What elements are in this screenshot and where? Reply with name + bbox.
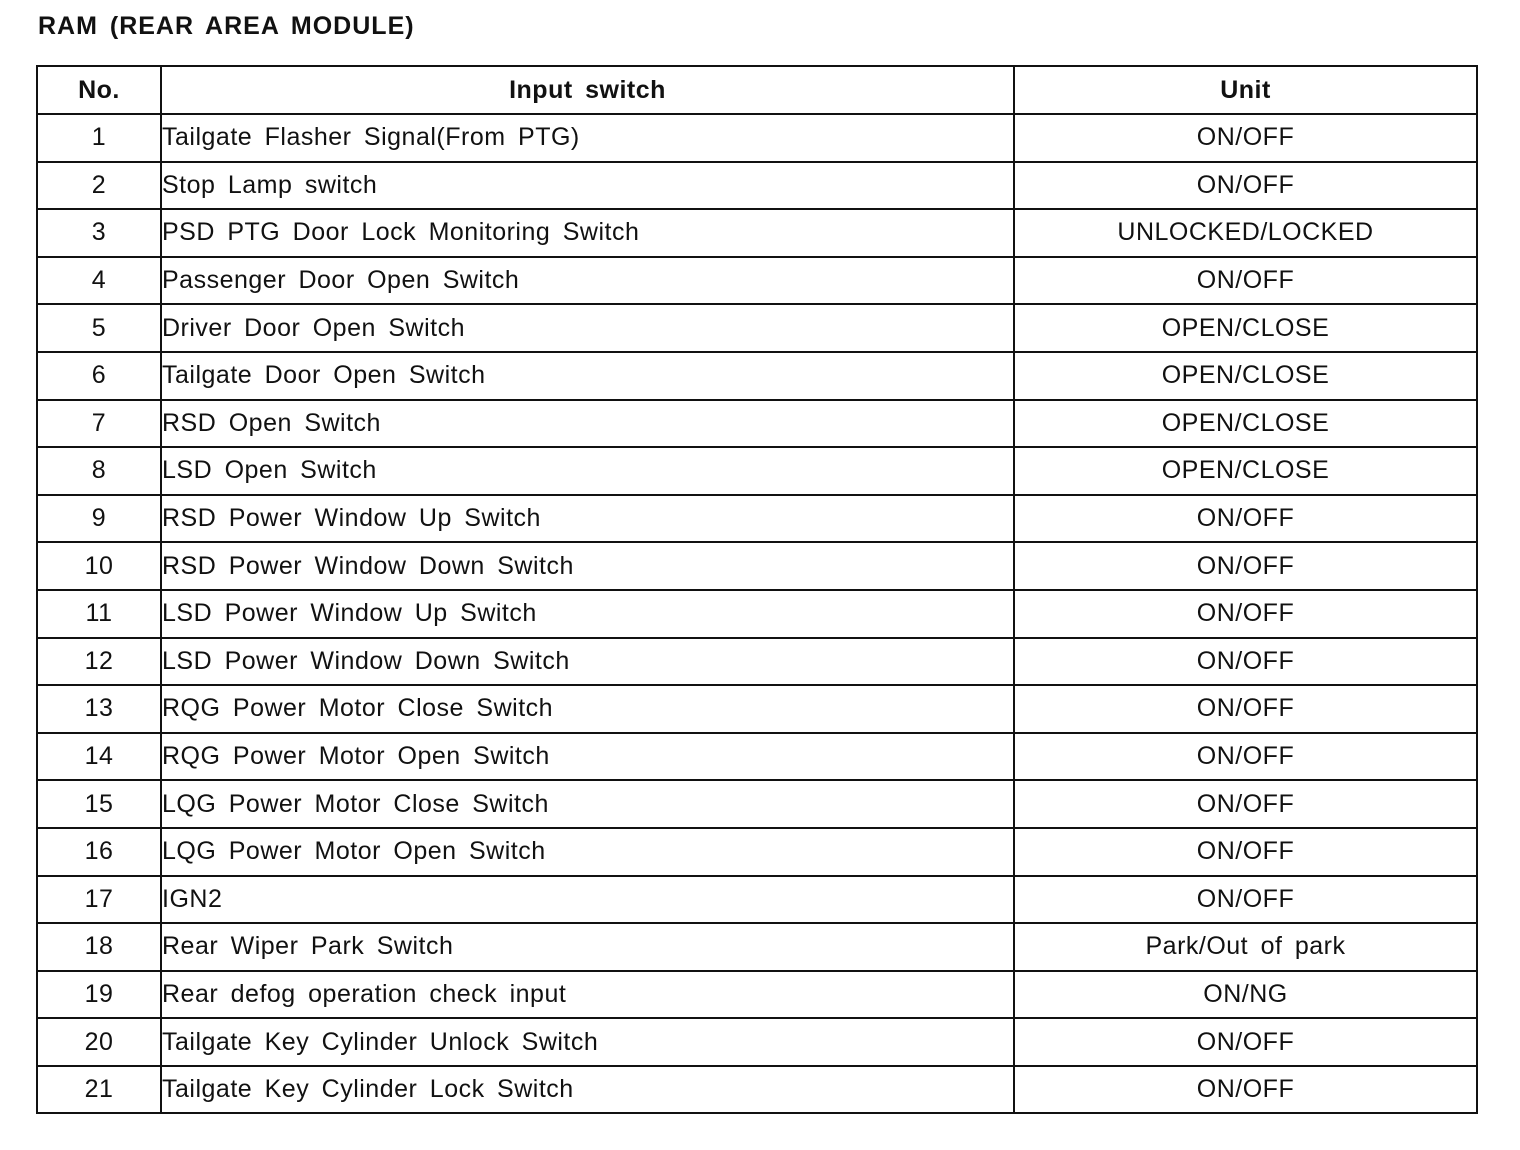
table-row [37,780,1477,828]
row-number: 6 [37,352,161,400]
row-input-switch: PSD PTG Door Lock Monitoring Switch [161,209,1014,257]
table-row [37,733,1477,781]
table-row [37,685,1477,733]
header-input-switch: Input switch [161,66,1014,114]
row-input-switch: LSD Power Window Down Switch [161,638,1014,686]
row-input-switch: LQG Power Motor Open Switch [161,828,1014,876]
table-row [37,1066,1477,1114]
row-unit: ON/OFF [1014,590,1477,638]
table-row [37,162,1477,210]
table-row [37,1018,1477,1066]
table-row [37,257,1477,305]
row-unit: OPEN/CLOSE [1014,352,1477,400]
row-input-switch: Stop Lamp switch [161,162,1014,210]
row-number: 17 [37,876,161,924]
table-row [37,352,1477,400]
row-input-switch: IGN2 [161,876,1014,924]
row-number: 3 [37,209,161,257]
table-row [37,304,1477,352]
row-number: 7 [37,400,161,448]
row-number: 11 [37,590,161,638]
row-input-switch: Driver Door Open Switch [161,304,1014,352]
row-input-switch: RQG Power Motor Close Switch [161,685,1014,733]
row-number: 14 [37,733,161,781]
row-input-switch: Tailgate Door Open Switch [161,352,1014,400]
row-input-switch: Tailgate Flasher Signal(From PTG) [161,114,1014,162]
row-input-switch: Tailgate Key Cylinder Lock Switch [161,1066,1014,1114]
row-number: 18 [37,923,161,971]
row-input-switch: Rear defog operation check input [161,971,1014,1019]
row-input-switch: RQG Power Motor Open Switch [161,733,1014,781]
table-row [37,923,1477,971]
row-input-switch: RSD Power Window Down Switch [161,542,1014,590]
table-row [37,542,1477,590]
row-unit: ON/OFF [1014,257,1477,305]
row-input-switch: RSD Open Switch [161,400,1014,448]
row-unit: ON/OFF [1014,495,1477,543]
row-number: 1 [37,114,161,162]
row-unit: Park/Out of park [1014,923,1477,971]
row-number: 10 [37,542,161,590]
row-unit: ON/OFF [1014,542,1477,590]
row-input-switch: LSD Open Switch [161,447,1014,495]
row-unit: ON/OFF [1014,733,1477,781]
table-row [37,495,1477,543]
table-row [37,114,1477,162]
row-input-switch: LSD Power Window Up Switch [161,590,1014,638]
row-number: 21 [37,1066,161,1114]
table-row [37,638,1477,686]
input-switch-table [36,65,1478,1114]
row-unit: OPEN/CLOSE [1014,447,1477,495]
row-input-switch: Tailgate Key Cylinder Unlock Switch [161,1018,1014,1066]
page-title: RAM (REAR AREA MODULE) [38,12,415,40]
row-unit: ON/OFF [1014,1066,1477,1114]
table-row [37,447,1477,495]
row-number: 13 [37,685,161,733]
header-unit: Unit [1014,66,1477,114]
row-unit: ON/NG [1014,971,1477,1019]
row-number: 8 [37,447,161,495]
row-number: 5 [37,304,161,352]
row-unit: ON/OFF [1014,638,1477,686]
row-number: 4 [37,257,161,305]
row-unit: OPEN/CLOSE [1014,304,1477,352]
table-row [37,590,1477,638]
row-unit: ON/OFF [1014,114,1477,162]
table-row [37,971,1477,1019]
row-input-switch: Passenger Door Open Switch [161,257,1014,305]
row-input-switch: RSD Power Window Up Switch [161,495,1014,543]
row-number: 2 [37,162,161,210]
row-unit: ON/OFF [1014,876,1477,924]
row-unit: ON/OFF [1014,685,1477,733]
table-row [37,209,1477,257]
row-unit: OPEN/CLOSE [1014,400,1477,448]
row-number: 15 [37,780,161,828]
row-unit: ON/OFF [1014,780,1477,828]
row-unit: ON/OFF [1014,1018,1477,1066]
row-number: 19 [37,971,161,1019]
row-unit: ON/OFF [1014,828,1477,876]
header-no: No. [37,66,161,114]
row-unit: UNLOCKED/LOCKED [1014,209,1477,257]
table-header-row [37,66,1477,114]
row-number: 9 [37,495,161,543]
row-number: 16 [37,828,161,876]
row-input-switch: Rear Wiper Park Switch [161,923,1014,971]
table-row [37,828,1477,876]
row-input-switch: LQG Power Motor Close Switch [161,780,1014,828]
row-unit: ON/OFF [1014,162,1477,210]
row-number: 20 [37,1018,161,1066]
row-number: 12 [37,638,161,686]
table-row [37,400,1477,448]
table-row [37,876,1477,924]
